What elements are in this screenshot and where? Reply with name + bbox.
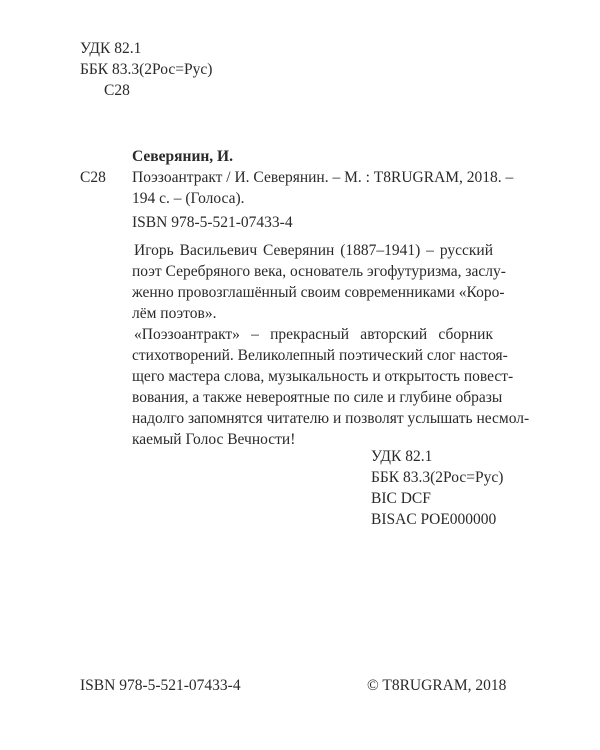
- codes-bisac: BISAC POE000000: [371, 511, 497, 528]
- entry-mark: С28: [80, 169, 106, 186]
- annotation-line: щего мастера слова, музыкальность и открытость повест-: [132, 368, 514, 385]
- top-author-mark: С28: [104, 82, 130, 99]
- footer-copyright: © T8RUGRAM, 2018: [367, 677, 507, 694]
- annotation-paragraph-1: [132, 240, 506, 324]
- annotation-line: надолго запомнятся читателю и позволят услышать несмол-: [132, 410, 530, 427]
- annotation-line: Игорь Васильевич Северянин (1887–1941) – русский: [134, 242, 493, 259]
- top-bbk: ББК 83.3(2Рос=Рус): [80, 61, 213, 78]
- annotation-paragraph-2: [132, 324, 530, 450]
- codes-bbk: ББК 83.3(2Рос=Рус): [371, 469, 504, 486]
- classification-codes: [371, 446, 503, 530]
- footer-isbn: ISBN 978-5-521-07433-4: [80, 677, 241, 694]
- entry-title-line: Поэзоантракт / И. Северянин. – М. : T8RUGRAM, 2018. –: [132, 169, 514, 186]
- entry-author: Северянин, И.: [132, 148, 233, 165]
- entry-isbn: ISBN 978-5-521-07433-4: [132, 214, 293, 231]
- annotation-line: стихотворений. Великолепный поэтический слог настоя-: [132, 347, 508, 364]
- annotation-line: каемый Голос Вечности!: [132, 431, 296, 448]
- annotation-line: вования, а также невероятные по силе и глубине образы: [132, 389, 503, 406]
- annotation-line: лём поэтов».: [132, 305, 217, 322]
- entry-series-line: 194 с. – (Голоса).: [132, 190, 245, 207]
- codes-udk: УДК 82.1: [371, 448, 433, 465]
- annotation-line: «Поэзоантракт» – прекрасный авторский сборник: [134, 326, 493, 343]
- top-udk: УДК 82.1: [80, 40, 142, 57]
- annotation-line: поэт Серебряного века, основатель эгофутуризма, заслу-: [132, 263, 506, 280]
- annotation-line: женно провозглашённый своим современниками «Коро-: [132, 284, 505, 301]
- codes-bic: BIC DCF: [371, 490, 431, 507]
